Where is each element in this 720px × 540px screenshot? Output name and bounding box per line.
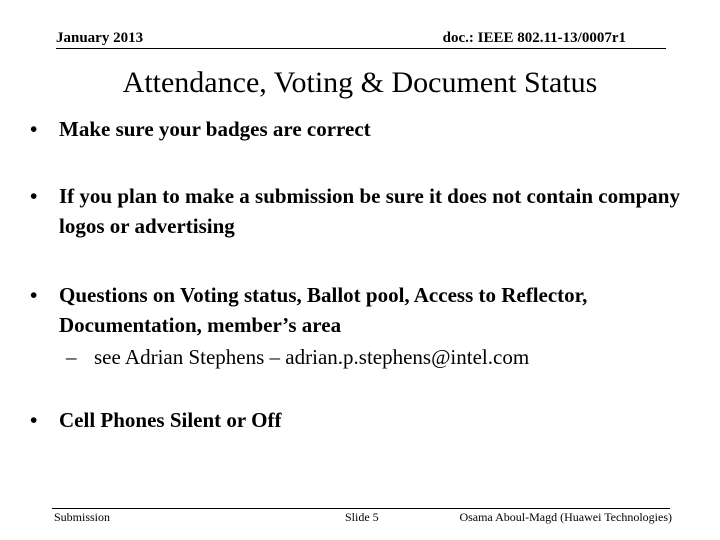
sub-bullet-text: see Adrian Stephens – adrian.p.stephens@intel.com bbox=[94, 345, 530, 369]
bullet-marker: • bbox=[30, 117, 38, 141]
slide-title: Attendance, Voting & Document Status bbox=[122, 66, 598, 99]
bullet-item-questions bbox=[30, 280, 680, 340]
footer-author: Osama Aboul-Magd (Huawei Technologies) bbox=[459, 510, 672, 524]
footer-divider bbox=[52, 508, 670, 509]
bullet-item-phones bbox=[30, 405, 680, 435]
footer-slide-number: Slide 5 bbox=[345, 510, 379, 524]
bullet-marker: • bbox=[30, 184, 38, 208]
header-date: January 2013 bbox=[56, 30, 144, 46]
footer-submission: Submission bbox=[54, 510, 111, 524]
bullet-item-badges bbox=[30, 114, 680, 144]
bullet-text: Questions on Voting status, Ballot pool, Access to Reflector, Documentation, member’s area bbox=[59, 283, 588, 337]
bullet-marker: • bbox=[30, 408, 38, 432]
bullet-text: Make sure your badges are correct bbox=[59, 117, 371, 141]
sub-bullet-contact bbox=[59, 342, 689, 372]
bullet-marker: • bbox=[30, 283, 38, 307]
bullet-item-submission bbox=[30, 181, 680, 241]
bullet-text: Cell Phones Silent or Off bbox=[59, 408, 282, 432]
header-divider bbox=[56, 48, 666, 49]
header-doc-id: doc.: IEEE 802.11-13/0007r1 bbox=[442, 30, 626, 46]
bullet-text: If you plan to make a submission be sure it does not contain company logos or advertising bbox=[59, 184, 680, 238]
sub-bullet-marker: – bbox=[66, 345, 77, 369]
